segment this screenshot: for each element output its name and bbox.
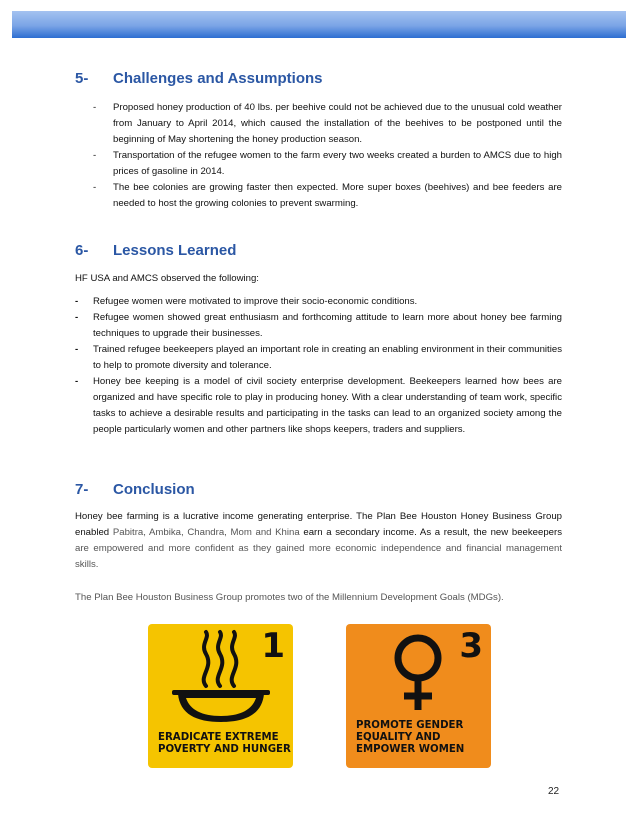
list-item: - Trained refugee beekeepers played an important role in creating an enabling environment in their communities to help to promote diversity and tolerance. — [75, 344, 562, 371]
section-5-list — [93, 100, 562, 212]
conclusion-paragraph: Honey bee farming is a lucrative income generating enterprise. The Plan Bee Houston Honey Business Group enabled Pabitra, Ambika, Chandra, Mom and Khina earn a secondary income. As a result, the new beekeepers are empowered and more confident as they gained more economic independence and financial management skills. — [75, 511, 562, 570]
list-item: - Honey bee keeping is a model of civil society enterprise development. Beekeepers learned how bees are organized and have specific role to play in producing honey. With a clear understanding of team work, specific tasks to achieve a desirable results and participating in the tasks can lead to an organized society among the people particularly women and other partners like shops keepers, traders and suppliers. — [75, 376, 562, 435]
list-item: - Transportation of the refugee women to the farm every two weeks created a burden to AMCS due to high prices of gasoline in 2014. — [93, 150, 562, 177]
section-7-number: 7- — [75, 481, 89, 498]
goal-3-number: 3 — [459, 626, 483, 666]
beekeeper-names: Pabitra, Ambika, Chandra, Mom and Khina — [112, 527, 300, 538]
list-item: - Refugee women showed great enthusiasm and forthcoming attitude to learn more about honey bee farming techniques to upgrade their businesses. — [75, 312, 562, 339]
mdg-goal-3-card — [346, 624, 491, 768]
page-number: 22 — [548, 786, 560, 797]
section-7-heading — [75, 481, 195, 498]
section-5-heading — [75, 70, 322, 87]
mdg-goal-1-card — [148, 624, 293, 768]
section-6-number: 6- — [75, 242, 89, 259]
section-7-title: Conclusion — [113, 481, 195, 498]
mdg-intro: The Plan Bee Houston Business Group promotes two of the Millennium Development Goals (MDGs). — [75, 592, 504, 603]
goal-1-label: ERADICATE EXTREME POVERTY AND HUNGER — [158, 732, 291, 755]
list-item: - The bee colonies are growing faster then expected. More super boxes (beehives) and bee feeders are needed to host the growing colonies to prevent swarming. — [93, 182, 562, 209]
list-item: - Refugee women were motivated to improve their socio-economic conditions. — [75, 296, 418, 307]
goal-1-number: 1 — [261, 626, 285, 666]
section-6-heading — [75, 242, 236, 259]
goal-3-label: PROMOTE GENDER EQUALITY AND EMPOWER WOMEN — [356, 720, 465, 755]
section-6-title: Lessons Learned — [113, 242, 237, 259]
header-bar — [12, 11, 626, 38]
section-5-title: Challenges and Assumptions — [113, 70, 323, 87]
section-6-intro: HF USA and AMCS observed the following: — [75, 273, 259, 284]
list-item: - Proposed honey production of 40 lbs. per beehive could not be achieved due to the unusual cold weather from January to April 2014, which caused the installation of the beehives to be postponed until the beginning of May shortening the honey production season. — [93, 102, 562, 145]
section-5-number: 5- — [75, 70, 89, 87]
section-6-list — [75, 294, 562, 438]
